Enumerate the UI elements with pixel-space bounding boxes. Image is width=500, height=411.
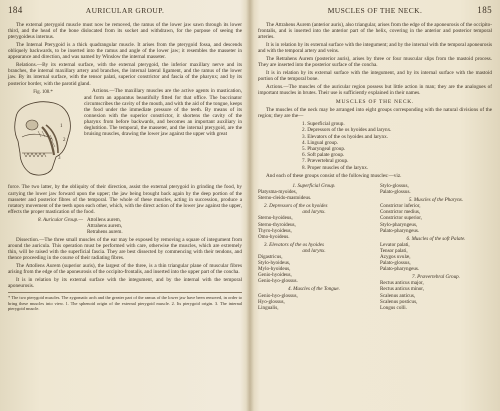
paragraph: The external pterygoid muscle must now be removed, the ramus of the lower jaw sawn through its lower third, and the head of the bone dislocated from its socket and withdrawn, for the purpose of seeing the pterygoideus internus.: [8, 22, 242, 41]
skull-illustration: [8, 97, 78, 181]
figure-caption: Fig. 108.*: [33, 90, 53, 96]
list-item: Stylo-glossus,: [380, 182, 409, 189]
paragraph: The Internal Pterygoid is a thick quadrangular muscle. It arises from the pterygoid fossa, and descends obliquely backwards, to be inserted into the ramus and angle of the lower jaw; it resembles the masseter in appearance and direction, and was named by Winslow the internal masseter.: [8, 42, 242, 61]
paragraph: force. The two latter, by the obliquity of their direction, assist the external pterygoid in grinding the food, by carrying the lower jaw forward upon the upper; the jaw being brought back again by the deep portion of the masseter and posterior fibres of the temporal. The whole of these muscles, acting in succession, produce a rotatory movement of the teeth upon each other, which, with the direct action of the lower jaw against the upper, effects the proper mastication of the food.: [8, 184, 242, 215]
paragraph: The Attrahens Aurem (anterior auris), also triangular, arises from the edge of the aponeurosis of the occipito-frontalis, and is inserted into the anterior part of the helix, covering in the anterior and posterior temporal arteries.: [258, 22, 492, 41]
list-item: Omo-hyoideus.: [258, 233, 290, 240]
pterygoid-figure: [8, 90, 78, 182]
list-item: Azygos uvulæ,: [380, 253, 411, 260]
paragraph: Actions.—The muscles of the auricular region possess but little action in man; they are the analogues of important muscles in brutes. Their use is sufficiently explained in their names.: [258, 83, 492, 96]
muscle-column-right: [380, 181, 492, 311]
list-item: Platysma-myoides,: [258, 189, 297, 196]
list-item: Longus colli.: [380, 304, 407, 311]
left-running-head: AURICULAR GROUP.: [85, 6, 165, 15]
list-item: 2. Depressors of the os hyoides and larynx.: [302, 127, 392, 134]
list-item: Constrictor superior,: [380, 215, 422, 222]
list-item: Constrictor inferior,: [380, 203, 421, 210]
list-item: 3. Elevators of the os hyoides and larynx.: [302, 133, 389, 140]
paragraph: And each of these groups consist of the following muscles:—viz.: [266, 172, 402, 179]
list-item: 7. Prævertebral group.: [302, 158, 349, 165]
list-item: Rectus anticus major,: [380, 280, 424, 287]
right-page-header: [258, 5, 492, 17]
list-item: Sterno-thyroideus,: [258, 221, 296, 228]
group-heading: 3. Elevators of the os hyoides: [264, 241, 324, 248]
list-item: Scalenus anticus,: [380, 292, 416, 299]
list-item: Genio-hyo-glossus,: [258, 292, 298, 299]
list-item: Sterno-cleido-mastoideus.: [258, 195, 312, 202]
list-item: Genio-hyo-glossus.: [258, 278, 298, 285]
list-item: Mylo-hyoideus,: [258, 266, 291, 273]
list-item: Palato-pharyngeus.: [380, 227, 420, 234]
list-item: Levator palati,: [380, 241, 410, 248]
list-item: Attrahens aurem,: [87, 222, 123, 229]
list-item: 6. Soft palate group.: [302, 152, 345, 159]
list-item: 8. Proper muscles of the larynx.: [302, 164, 369, 171]
list-item: Attollens aurem,: [87, 216, 121, 223]
group-heading: and larynx.: [302, 247, 326, 254]
left-page-number: 184: [8, 5, 23, 15]
footnote: * The two pterygoid muscles. The zygomatic arch and the greater part of the ramus of the lower jaw have been removed, in order to bring these muscles into view. 1. The sphenoid origin of the external pterygoid muscle. 2. Its pterygoid origin. 3. The internal pterygoid muscle.: [8, 292, 242, 311]
paragraph: It is in relation by its external surface with the integument, and by its internal surface with the mastoid portion of the temporal bone.: [258, 69, 492, 83]
list-item: 4. Lingual group.: [302, 139, 339, 146]
svg-text:3: 3: [58, 156, 61, 162]
group-heading: and larynx.: [302, 209, 326, 216]
list-item: Stylo-hyoideus,: [258, 260, 291, 267]
book-gutter: [246, 0, 254, 411]
list-item: Digastricus,: [258, 253, 283, 260]
list-item: Hyo-glossus,: [258, 298, 285, 305]
neck-groups-list: [302, 121, 492, 171]
list-item: Palato-pharyngeus.: [380, 266, 420, 273]
list-item: 5. Pharyngeal group.: [302, 145, 346, 152]
section-title: MUSCLES OF THE NECK.: [335, 99, 415, 106]
list-item: Constrictor medius,: [380, 209, 421, 216]
svg-text:2: 2: [63, 138, 66, 144]
left-page-header: [8, 5, 242, 17]
paragraph: The Retrahens Aurem (posterior auris), arises by three or four muscular slips from the mastoid process. They are inserted into the posterior surface of the concha.: [258, 55, 492, 69]
muscle-column-left: [258, 181, 370, 311]
list-item: Scalenus posticus,: [380, 298, 418, 305]
group-heading: 8. Auricular Group.—: [38, 216, 83, 223]
list-item: Genio-hyoideus,: [258, 272, 292, 279]
list-item: Retrahens aurem.: [87, 228, 123, 235]
muscle-columns: [258, 181, 492, 311]
list-item: Lingualis,: [258, 304, 279, 311]
paragraph: The Attollens Aurem (superior auris), the largest of the three, is a thin triangular plane of muscular fibres arising from the edge of the aponeurosis of the occipito-frontalis, and inserted into the upper part of the concha.: [8, 263, 242, 276]
paragraph: It is in relation by its external surface with the integument; and by the internal with the temporal aponeurosis and with the temporal artery and veins.: [258, 42, 492, 55]
list-item: Sterno-hyoideus,: [258, 215, 293, 222]
paragraph: The muscles of the neck may be arranged into eight groups corresponding with the natural divisions of the region; they are the—: [258, 107, 492, 120]
auricular-group-list: [38, 217, 242, 235]
list-item: 1. Superficial group.: [302, 121, 345, 128]
paragraph: Relations.—By its external surface, with the external pterygoid, the inferior maxillary nerve and its branches, the internal maxillary artery and branches, the internal lateral ligament, and the ramus of the lower jaw. By its internal surface, with the tensor palati, superior constrictor and fascia of the pharynx; and by its posterior border, with the parotid gland.: [8, 62, 242, 87]
right-page: [258, 5, 492, 402]
group-heading: 1. Superficial Group.: [292, 182, 336, 189]
list-item: Thyro-hyoideus,: [258, 227, 292, 234]
paragraph: It is in relation by its external surface with the integument, and by the internal with the temporal aponeurosis.: [8, 277, 242, 290]
svg-text:1: 1: [60, 124, 63, 130]
group-heading: 7. Prævertebral Group.: [412, 274, 460, 281]
group-heading: 5. Muscles of the Pharynx.: [408, 197, 464, 204]
list-item: Palato-glossus,: [380, 260, 411, 267]
group-heading: 2. Depressors of the os hyoides: [264, 203, 328, 210]
paragraph: Actions.—The maxillary muscles are the active agents in mastication, and form an apparatus beautifully fitted for that office. The buccinator circumscribes the cavity of the mouth, and with the aid of the tongue, keeps the food under the immediate pressure of the teeth. By means of its connexion with the superior constrictor, it shortens the cavity of the pharynx from before backwards, and becomes an important auxiliary in deglutition. The temporal, the masseter, and the internal pterygoid, are the bruising muscles, drawing the lower jaw against the upper with great: [84, 88, 242, 138]
right-running-head: MUSCLES OF THE NECK.: [327, 6, 423, 15]
list-item: Palato-glossus.: [380, 189, 411, 196]
list-item: Rectus anticus minor,: [380, 286, 425, 293]
left-page: [8, 5, 242, 402]
group-heading: 6. Muscles of the soft Palate.: [406, 235, 466, 242]
right-page-number: 185: [477, 5, 492, 15]
paragraph: Dissection.—The three small muscles of the ear may be exposed by removing a square of integument from around the auricula. This operation must be performed with care, otherwise the muscles, which are extremely thin, will be raised with the superficial fascia. They are best dissected by commencing with their tendons, and thence proceeding in the course of their radiating fibres.: [8, 237, 242, 262]
list-item: Stylo-pharyngeus,: [380, 221, 418, 228]
group-heading: 4. Muscles of the Tongue.: [288, 286, 340, 293]
list-item: Tensor palati,: [380, 247, 408, 254]
